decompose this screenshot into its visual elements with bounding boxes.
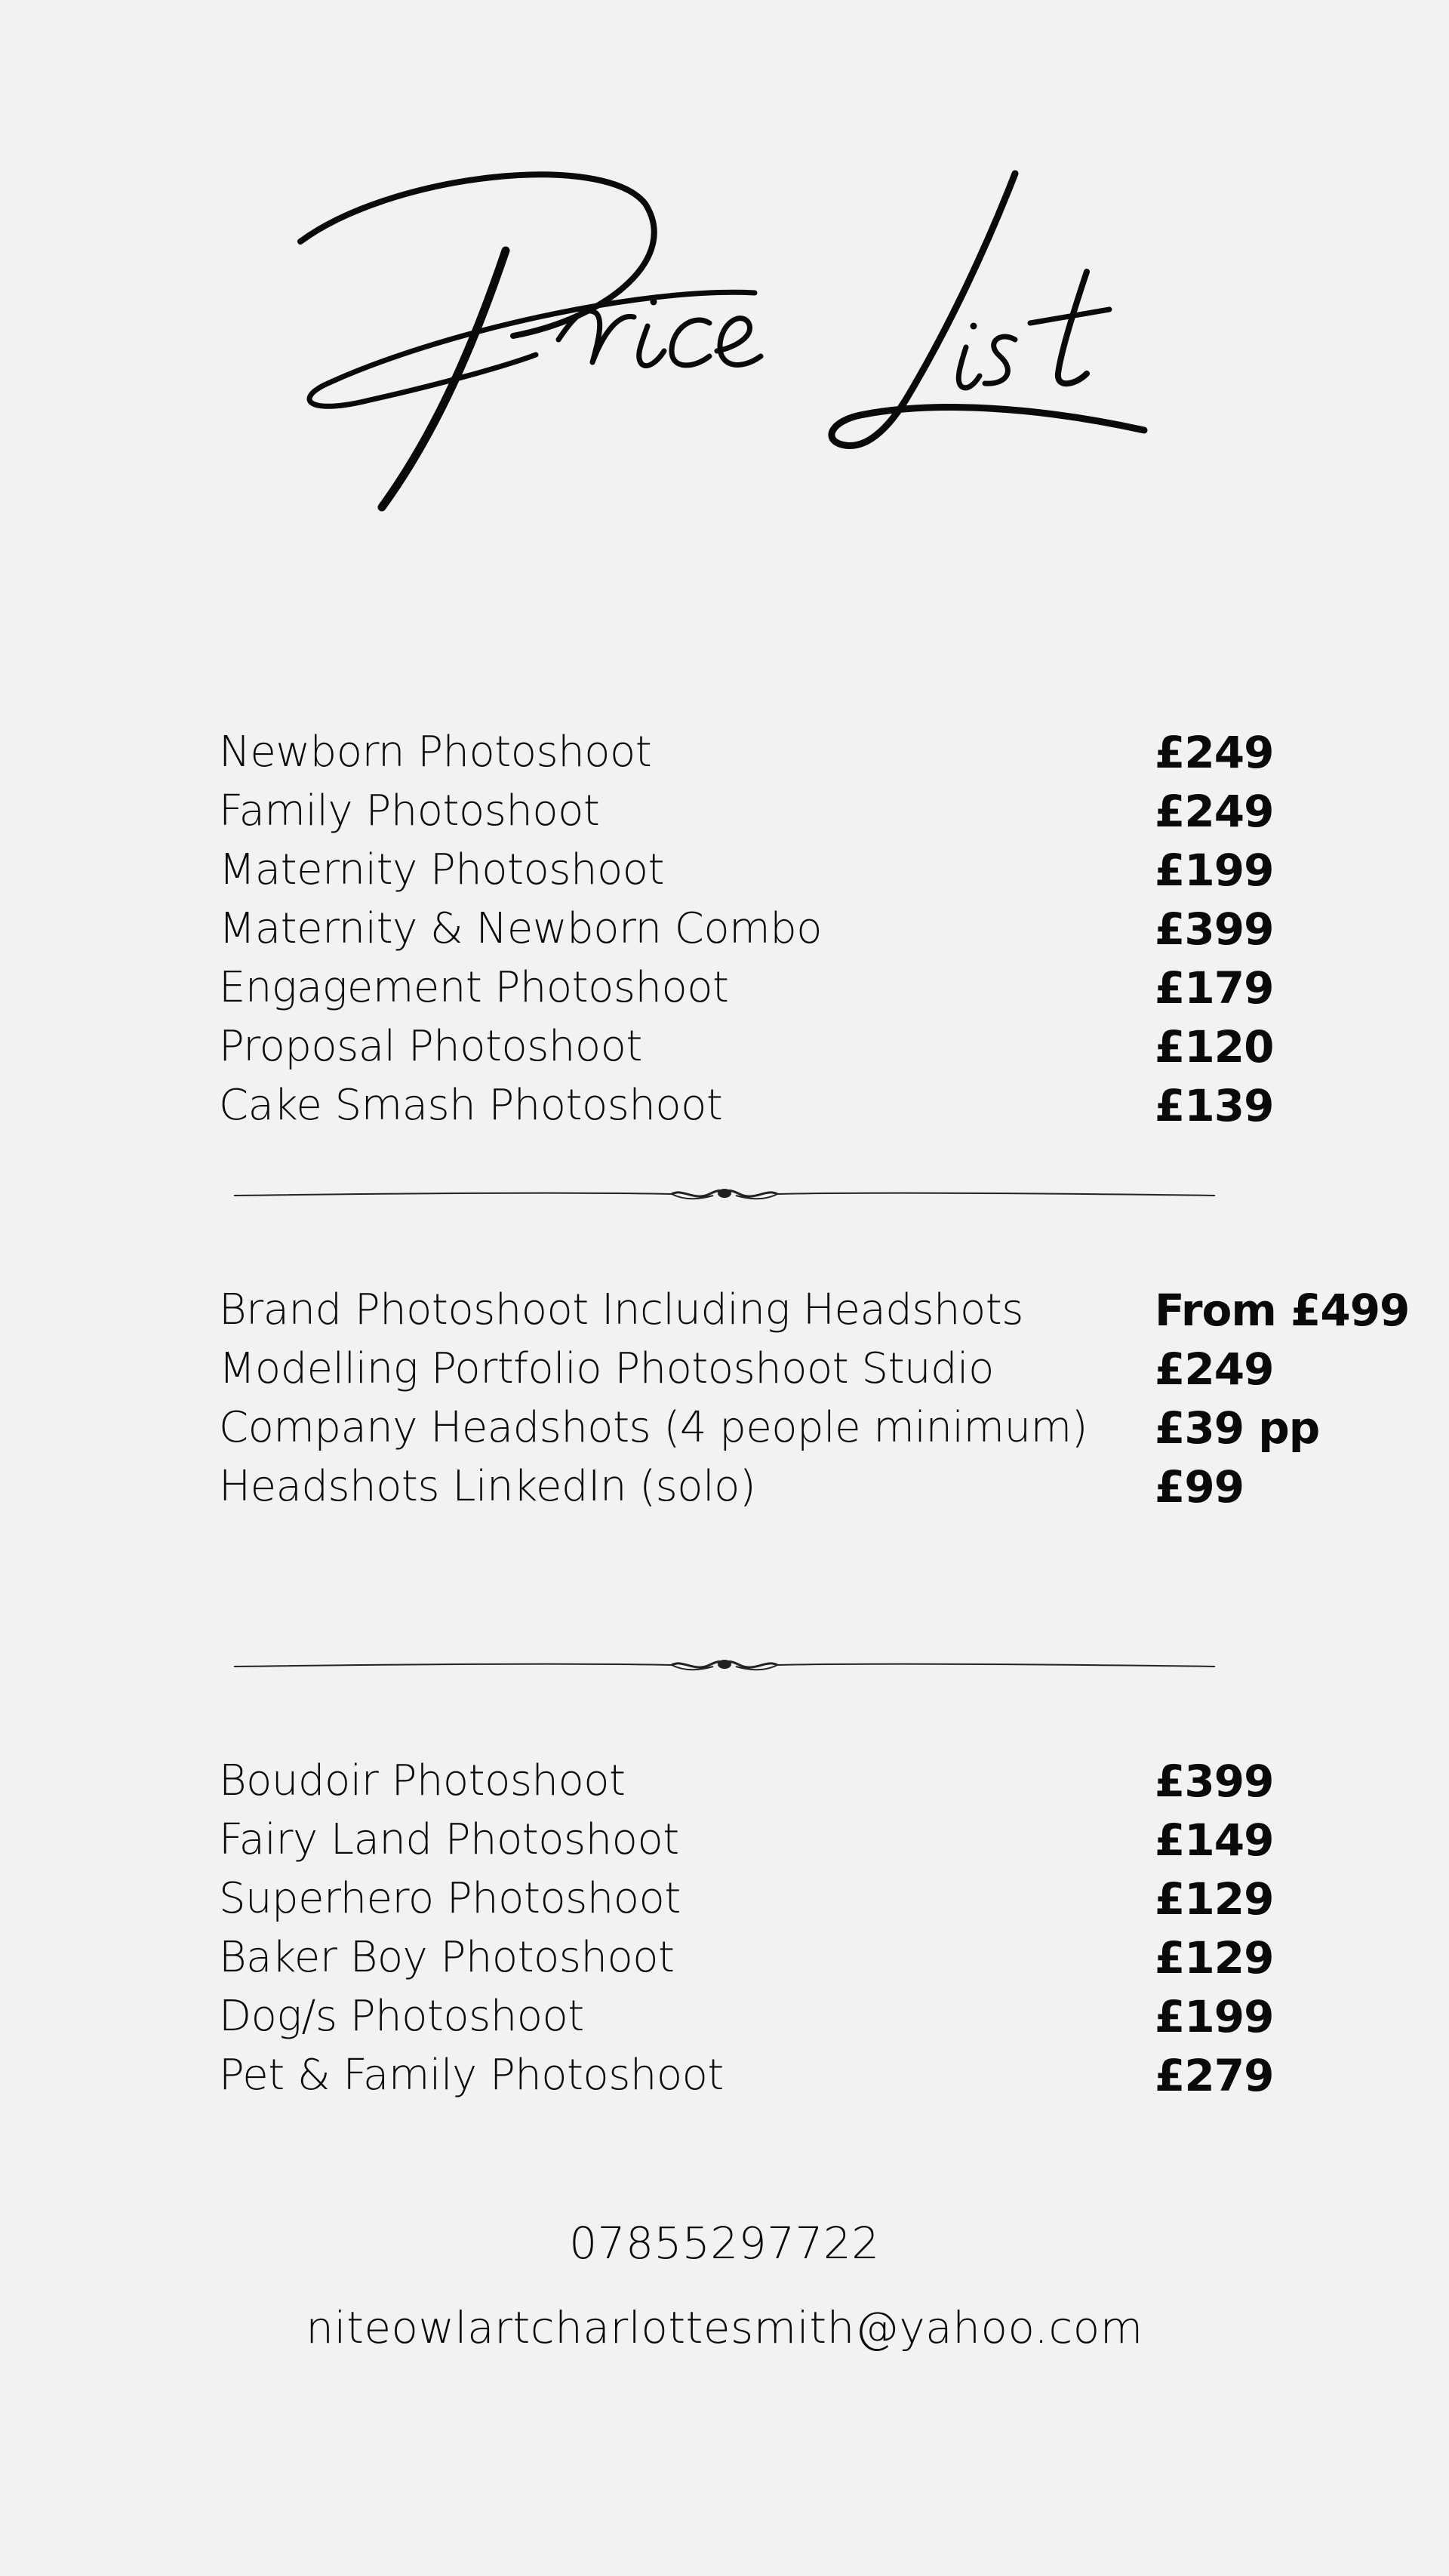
ornamental-divider: [226, 1179, 1223, 1209]
service-price: £249: [1155, 786, 1274, 837]
service-name: Dog/s Photoshoot: [219, 1992, 584, 2041]
list-item: [219, 959, 1396, 1017]
service-name: Maternity & Newborn Combo: [219, 904, 823, 953]
list-item: [219, 723, 1396, 782]
contact-phone[interactable]: 07855297722: [569, 2217, 880, 2269]
service-price: £129: [1155, 1932, 1274, 1984]
service-name: Brand Photoshoot Including Headshots: [219, 1285, 1023, 1334]
service-name: Modelling Portfolio Photoshoot Studio: [219, 1344, 994, 1393]
list-item: [219, 900, 1396, 959]
list-item: [219, 1076, 1396, 1135]
service-price: £199: [1155, 845, 1274, 896]
title-script-graphic: [287, 158, 1162, 528]
service-name: Baker Boy Photoshoot: [219, 1933, 675, 1982]
service-name: Headshots LinkedIn (solo): [219, 1462, 756, 1511]
service-name: Pet & Family Photoshoot: [219, 2051, 724, 2100]
service-name: Company Headshots (4 people minimum): [219, 1403, 1088, 1452]
service-price: £249: [1155, 727, 1274, 778]
service-name: Proposal Photoshoot: [219, 1022, 642, 1071]
list-item: [219, 1987, 1396, 2046]
list-item: [219, 1340, 1396, 1399]
service-name: Boudoir Photoshoot: [219, 1756, 626, 1805]
service-price: £279: [1155, 2050, 1274, 2101]
list-item: [219, 1928, 1396, 1987]
service-price: £399: [1155, 903, 1274, 955]
list-item: [219, 2046, 1396, 2105]
price-section-2: [219, 1281, 1410, 1516]
list-item: [219, 1870, 1396, 1928]
list-item: [219, 1281, 1410, 1340]
list-item: [219, 1017, 1396, 1076]
list-item: [219, 841, 1396, 900]
service-price: £149: [1155, 1814, 1274, 1866]
ornamental-divider: [226, 1650, 1223, 1680]
price-list-title: [287, 158, 1162, 528]
service-price: £99: [1155, 1461, 1244, 1513]
contact-email[interactable]: niteowlartcharlottesmith@yahoo.com: [306, 2302, 1143, 2353]
service-price: £39 pp: [1155, 1402, 1320, 1454]
service-price: £199: [1155, 1991, 1274, 2042]
flourish-icon: [226, 1179, 1223, 1209]
service-price: From £499: [1155, 1285, 1410, 1336]
service-name: Cake Smash Photoshoot: [219, 1081, 723, 1130]
service-price: £179: [1155, 962, 1274, 1014]
list-item: [219, 782, 1396, 841]
service-name: Family Photoshoot: [219, 786, 600, 836]
price-section-1: [219, 723, 1396, 1135]
service-price: £120: [1155, 1021, 1274, 1073]
service-name: Engagement Photoshoot: [219, 963, 729, 1012]
list-item: [219, 1457, 1396, 1516]
service-price: £249: [1155, 1343, 1274, 1395]
service-name: Fairy Land Photoshoot: [219, 1815, 679, 1864]
list-item: [219, 1399, 1396, 1457]
service-price: £399: [1155, 1756, 1274, 1807]
list-item: [219, 1811, 1396, 1870]
service-price: £129: [1155, 1873, 1274, 1925]
service-name: Superhero Photoshoot: [219, 1874, 681, 1923]
service-name: Newborn Photoshoot: [219, 728, 652, 777]
price-section-3: [219, 1752, 1396, 2105]
service-name: Maternity Photoshoot: [219, 845, 664, 894]
list-item: [219, 1752, 1396, 1811]
flourish-icon: [226, 1650, 1223, 1680]
service-price: £139: [1155, 1080, 1274, 1131]
